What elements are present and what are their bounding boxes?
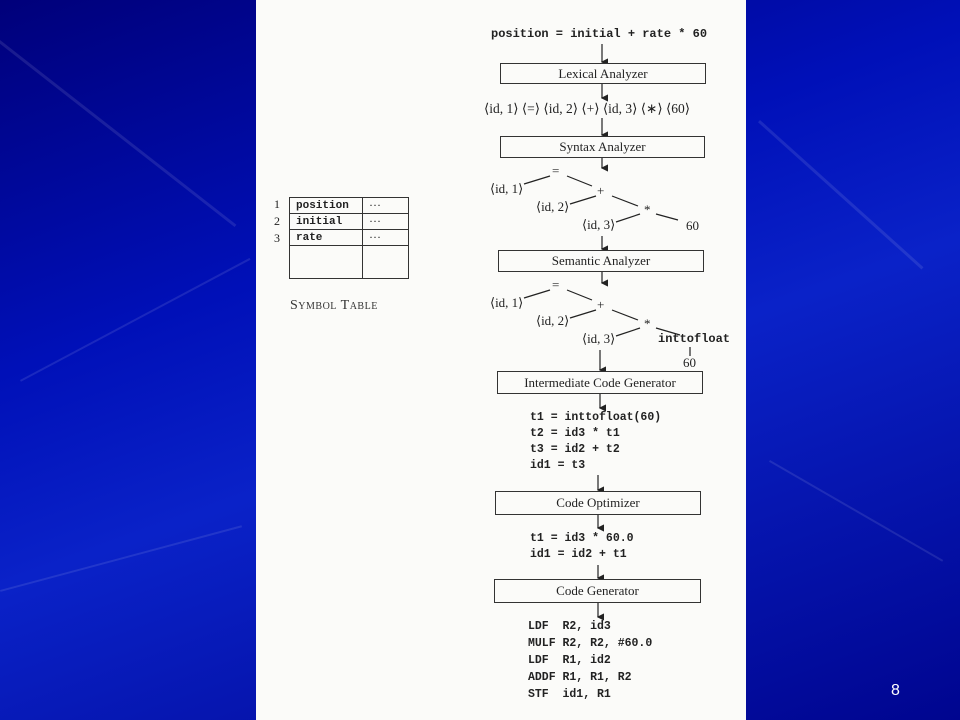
symbol-attributes: ··· <box>363 230 409 246</box>
code-line: LDF R1, id2 <box>528 654 611 667</box>
code-optimizer-box: Code Optimizer <box>495 491 701 515</box>
tree-edge <box>612 196 638 206</box>
symbol-name: position <box>290 198 363 214</box>
tree-node: * <box>644 202 651 217</box>
code-line: LDF R2, id3 <box>528 620 611 633</box>
code-generator-box: Code Generator <box>494 579 701 603</box>
tree-node: = <box>552 277 560 292</box>
tree-edge <box>524 290 550 298</box>
tree-edge <box>616 328 640 336</box>
tree-node: ⟨id, 2⟩ <box>536 313 570 328</box>
tree-edge <box>567 290 592 300</box>
tree-node: ⟨id, 3⟩ <box>582 331 616 346</box>
tree-edge <box>656 214 678 220</box>
tree-edge <box>616 214 640 222</box>
tree-node: ⟨id, 1⟩ <box>490 295 524 310</box>
semantic-analyzer-box: Semantic Analyzer <box>498 250 704 272</box>
source-statement: position = initial + rate * 60 <box>491 27 708 41</box>
code-line: t1 = id3 * 60.0 <box>530 532 634 545</box>
code-line: ADDF R1, R1, R2 <box>528 671 632 684</box>
tree-node: + <box>597 297 605 312</box>
symbol-attributes: ··· <box>363 214 409 230</box>
symbol-name: initial <box>290 214 363 230</box>
tree-edge <box>570 196 596 204</box>
tree-node: ⟨id, 3⟩ <box>582 217 616 232</box>
tree-edge <box>524 176 550 184</box>
tree-edge <box>567 176 592 186</box>
tree-node: ⟨id, 2⟩ <box>536 199 570 214</box>
symbol-row-number: 3 <box>274 231 280 245</box>
symbol-table-label: Symbol Table <box>290 298 378 313</box>
code-line: STF id1, R1 <box>528 688 611 701</box>
tree-node: * <box>644 316 651 331</box>
tree-node: 60 <box>683 355 696 370</box>
slide-number: 8 <box>891 682 900 699</box>
code-line: id1 = id2 + t1 <box>530 548 627 561</box>
tree-node: ⟨id, 1⟩ <box>490 181 524 196</box>
tree-edge <box>612 310 638 320</box>
code-line: t3 = id2 + t2 <box>530 443 620 456</box>
token-stream: ⟨id, 1⟩ ⟨=⟩ ⟨id, 2⟩ ⟨+⟩ ⟨id, 3⟩ ⟨∗⟩ ⟨60⟩ <box>484 101 691 116</box>
intermediate-code-generator-box: Intermediate Code Generator <box>497 371 703 394</box>
tree-node: inttofloat <box>658 332 731 346</box>
lexical-analyzer-box: Lexical Analyzer <box>500 63 706 84</box>
tree-node: 60 <box>686 218 699 233</box>
code-line: t2 = id3 * t1 <box>530 427 620 440</box>
tree-node: = <box>552 163 560 178</box>
code-line: id1 = t3 <box>530 459 586 472</box>
symbol-row-number: 2 <box>274 214 280 228</box>
syntax-analyzer-box: Syntax Analyzer <box>500 136 705 158</box>
tree-edge <box>570 310 596 318</box>
symbol-row-number: 1 <box>274 197 280 211</box>
code-line: t1 = inttofloat(60) <box>530 411 662 424</box>
symbol-name: rate <box>290 230 363 246</box>
code-line: MULF R2, R2, #60.0 <box>528 637 653 650</box>
symbol-attributes: ··· <box>363 198 409 214</box>
tree-node: + <box>597 183 605 198</box>
